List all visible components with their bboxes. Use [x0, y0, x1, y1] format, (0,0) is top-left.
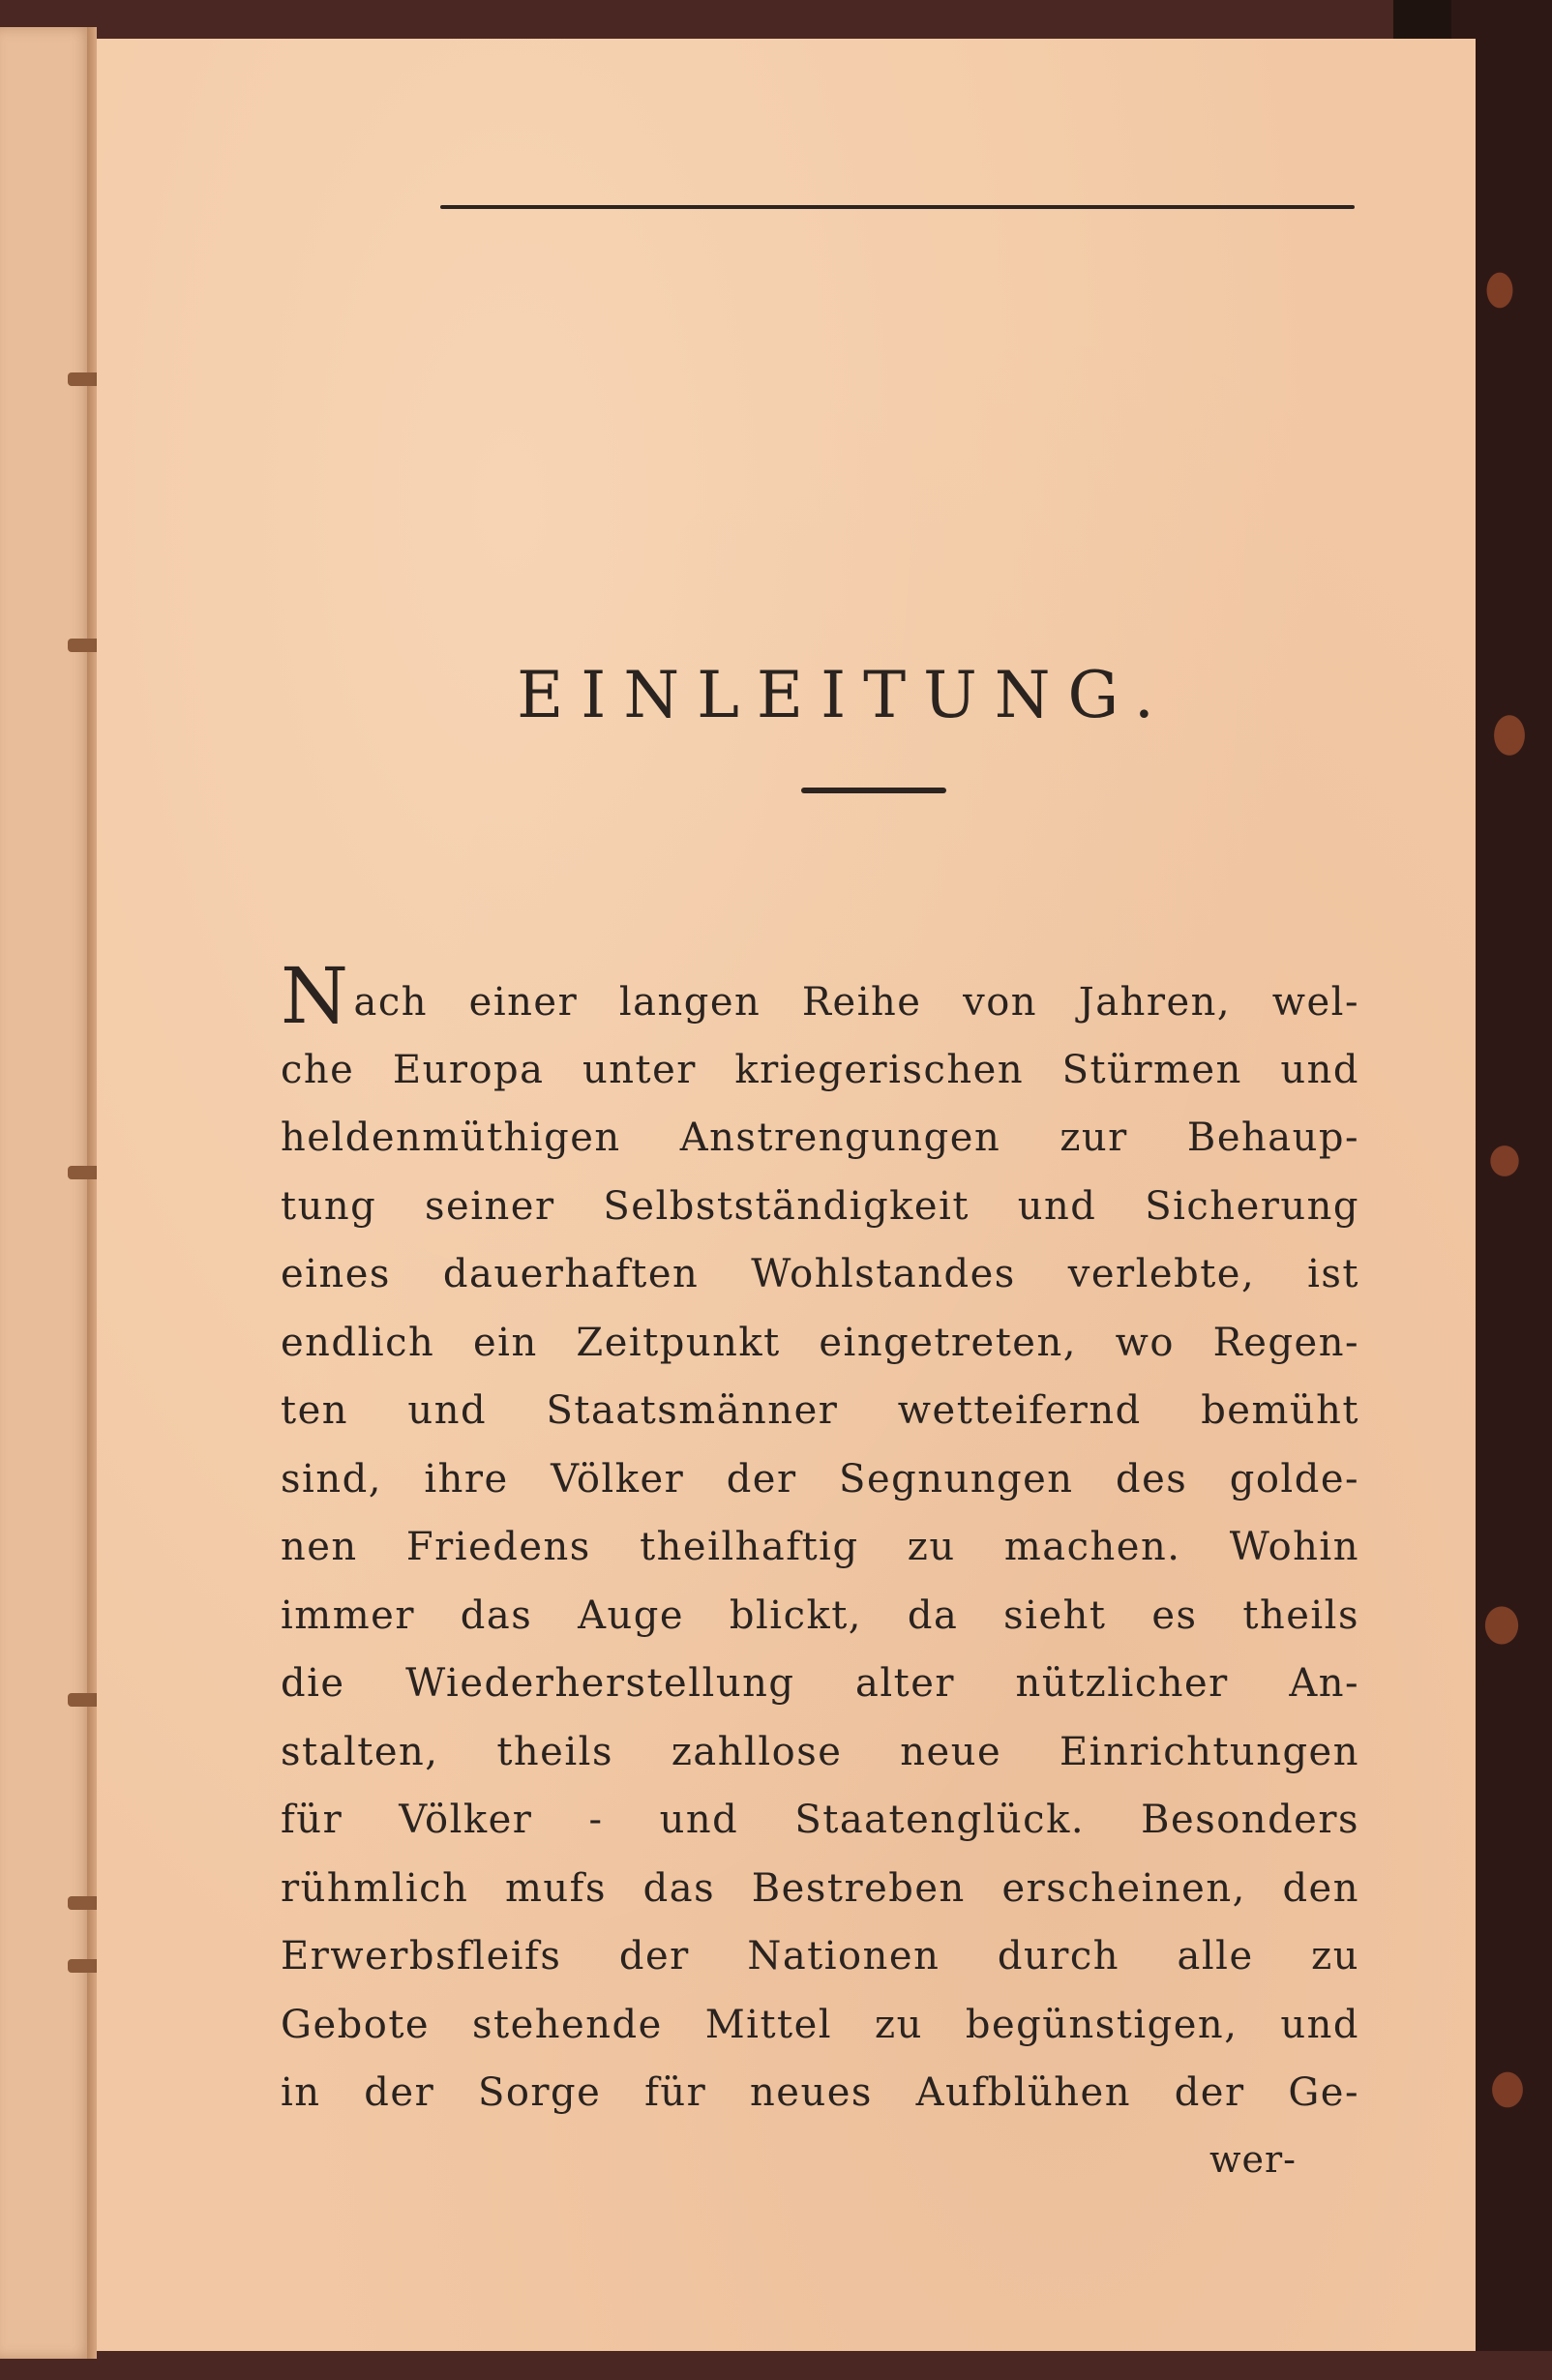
text-line: immer das Auge blickt, da sieht es theils — [281, 1592, 1359, 1638]
text-line: für Völker - und Staatenglück. Besonders — [281, 1798, 1359, 1842]
text-line: heldenmüthigen Anstrengungen zur Behaup- — [281, 1116, 1359, 1160]
text-line: ten und Staatsmänner wetteifernd bemüht — [281, 1388, 1359, 1433]
text-line: sind, ihre Völker der Segnungen des golde- — [281, 1456, 1359, 1502]
book-page — [97, 39, 1476, 2351]
text-line: die Wiederherstellung alter nützlicher An- — [281, 1661, 1359, 1706]
text-line: endlich ein Zeitpunkt eingetreten, wo Regen- — [281, 1320, 1359, 1365]
text-line — [281, 951, 1359, 1041]
drop-cap: N — [281, 951, 350, 1041]
text-line: tung seiner Selbstständigkeit und Sicherung — [281, 1183, 1359, 1229]
text-line-content: ach einer langen Reihe von Jahren, wel- — [353, 980, 1359, 1025]
text-line: rühmlich mufs das Bestreben erscheinen, den — [281, 1865, 1359, 1911]
text-line: stalten, theils zahllose neue Einrichtungen — [281, 1729, 1359, 1774]
text-line: Gebote stehende Mittel zu begünstigen, und — [281, 2002, 1359, 2047]
text-line: in der Sorge für neues Aufblühen der Ge- — [281, 2070, 1359, 2115]
chapter-heading: EINLEITUNG. — [517, 658, 1172, 732]
text-line: eines dauerhaften Wohlstandes verlebte, ist — [281, 1252, 1359, 1296]
catchword: wer- — [1209, 2138, 1298, 2181]
body-paragraph — [281, 951, 1359, 2127]
text-line: nen Friedens theilhaftig zu machen. Wohin — [281, 1525, 1359, 1569]
book-top-edge — [0, 0, 1552, 39]
book-bottom-edge — [0, 2351, 1552, 2380]
top-rule — [440, 205, 1355, 209]
text-line: Erwerbsfleifs der Nationen durch alle zu — [281, 1934, 1359, 1978]
heading-rule — [801, 788, 946, 793]
text-line: che Europa unter kriegerischen Stürmen und — [281, 1047, 1359, 1092]
